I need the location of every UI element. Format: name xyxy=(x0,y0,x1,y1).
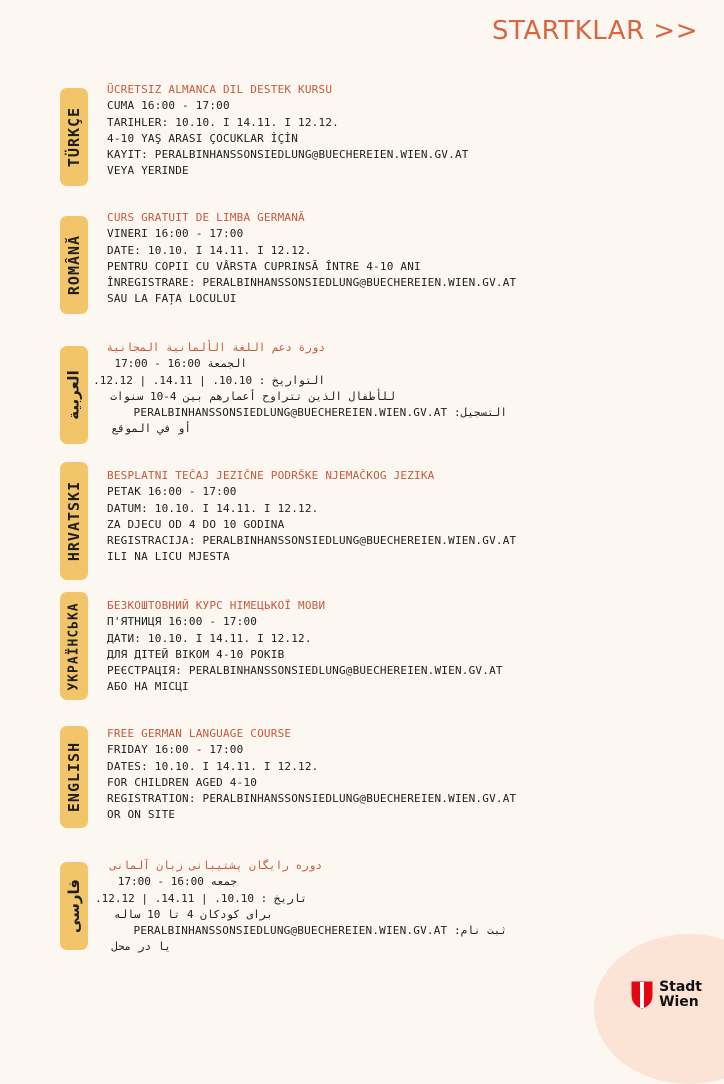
course-time: VINERI 16:00 - 17:00 xyxy=(107,227,244,241)
course-dates: ДАТИ: 10.10. I 14.11. I 12.12. xyxy=(107,631,312,645)
section-content xyxy=(107,598,547,696)
course-title: دورة دعم اللغة الألمانية المجانية xyxy=(106,341,325,354)
course-onsite: یا در محل xyxy=(111,940,171,954)
course-dates: DATUM: 10.10. I 14.11. I 12.12. xyxy=(107,501,319,515)
language-tab xyxy=(60,726,88,828)
language-tab xyxy=(60,862,88,950)
section-turkce xyxy=(0,82,724,192)
course-age: FOR CHILDREN AGED 4-10 xyxy=(107,775,258,789)
course-time: FRIDAY 16:00 - 17:00 xyxy=(107,743,244,757)
course-registration: ثبت نام: PERALBINHANSSONSIEDLUNG@BUECHEREIEN.WIEN.GV.AT xyxy=(133,924,507,938)
section-content xyxy=(93,340,507,438)
language-label: ROMÂNĂ xyxy=(65,234,83,296)
course-registration: KAYIT: PERALBINHANSSONSIEDLUNG@BUECHEREIEN.WIEN.GV.AT xyxy=(107,148,469,162)
course-title: БЕЗКОШТОВНИЙ КУРС НІМЕЦЬКОЇ МОВИ xyxy=(107,599,326,612)
language-label: УКРАЇНСЬКА xyxy=(66,601,82,691)
page-title: STARTKLAR >> xyxy=(491,16,698,46)
course-age: للأطفال الذين تتراوح أعمارهم بين 4-10 سنوات xyxy=(110,389,395,403)
section-romana xyxy=(0,210,724,320)
course-age: ДЛЯ ДІТЕЙ ВІКОМ 4-10 РОКІВ xyxy=(107,647,285,661)
course-registration: РЕЄСТРАЦІЯ: PERALBINHANSSONSIEDLUNG@BUECHEREIEN.WIEN.GV.AT xyxy=(107,664,503,678)
course-time: الجمعة 16:00 - 17:00 xyxy=(114,357,247,371)
logo-text xyxy=(659,980,702,1010)
course-title: CURS GRATUIT DE LIMBA GERMANĂ xyxy=(107,211,305,224)
course-registration: REGISTRACIJA: PERALBINHANSSONSIEDLUNG@BUECHEREIEN.WIEN.GV.AT xyxy=(107,534,517,548)
section-ukrainian xyxy=(0,598,724,708)
section-content xyxy=(95,858,507,956)
course-title: دوره رایگان پشتیبانی زبان آلمانی xyxy=(110,859,322,872)
section-arabic xyxy=(0,340,724,450)
language-label: ENGLISH xyxy=(65,741,83,813)
course-registration: التسجيل: PERALBINHANSSONSIEDLUNG@BUECHEREIEN.WIEN.GV.AT xyxy=(133,406,507,420)
course-time: CUMA 16:00 - 17:00 xyxy=(107,99,230,113)
course-registration: REGISTRATION: PERALBINHANSSONSIEDLUNG@BUECHEREIEN.WIEN.GV.AT xyxy=(107,792,517,806)
language-label: HRVATSKI xyxy=(65,480,83,562)
section-content xyxy=(107,726,547,824)
logo-line-1: Stadt xyxy=(659,979,702,995)
course-age: 4-10 YAŞ ARASI ÇOCUKLAR İÇİN xyxy=(107,131,299,145)
language-tab xyxy=(60,216,88,314)
section-farsi xyxy=(0,858,724,968)
section-hrvatski xyxy=(0,468,724,578)
course-title: BESPLATNI TEČAJ JEZIČNE PODRŠKE NJEMAČKOG JEZIKA xyxy=(107,469,435,482)
course-registration: ÎNREGISTRARE: PERALBINHANSSONSIEDLUNG@BUECHEREIEN.WIEN.GV.AT xyxy=(107,276,517,290)
course-time: П'ЯТНИЦЯ 16:00 - 17:00 xyxy=(107,615,258,629)
course-dates: DATE: 10.10. I 14.11. I 12.12. xyxy=(107,243,312,257)
section-english xyxy=(0,726,724,836)
language-tab xyxy=(60,346,88,444)
course-time: PETAK 16:00 - 17:00 xyxy=(107,485,237,499)
course-dates: تاریخ : 10.10. | 14.11. | 12.12. xyxy=(95,891,307,905)
section-content xyxy=(107,82,547,180)
stadt-wien-logo xyxy=(631,980,702,1010)
course-dates: التواريخ : 10.10. | 14.11. | 12.12. xyxy=(93,373,325,387)
course-title: ÜCRETSIZ ALMANCA DIL DESTEK KURSU xyxy=(107,83,333,96)
course-time: جمعه 16:00 - 17:00 xyxy=(117,875,237,889)
course-onsite: АБО НА МІСЦІ xyxy=(107,680,189,694)
course-dates: DATES: 10.10. I 14.11. I 12.12. xyxy=(107,759,319,773)
logo-line-2: Wien xyxy=(659,994,699,1010)
language-tab xyxy=(60,88,88,186)
section-content xyxy=(107,210,547,308)
course-dates: TARIHLER: 10.10. I 14.11. I 12.12. xyxy=(107,115,339,129)
language-tab xyxy=(60,592,88,700)
course-onsite: ILI NA LICU MJESTA xyxy=(107,550,230,564)
language-label: العربية xyxy=(65,370,83,420)
course-age: برای کودکان 4 تا 10 ساله xyxy=(114,907,273,921)
section-content xyxy=(107,468,547,566)
course-onsite: أو في الموقع xyxy=(111,422,191,436)
course-age: ZA DJECU OD 4 DO 10 GODINA xyxy=(107,517,285,531)
course-onsite: OR ON SITE xyxy=(107,808,176,822)
course-age: PENTRU COPII CU VÂRSTA CUPRINSĂ ÎNTRE 4-10 ANI xyxy=(107,259,421,273)
course-onsite: SAU LA FAȚA LOCULUI xyxy=(107,292,237,306)
coat-of-arms-icon xyxy=(631,981,653,1009)
course-onsite: VEYA YERINDE xyxy=(107,164,189,178)
course-title: FREE GERMAN LANGUAGE COURSE xyxy=(107,727,292,740)
language-label: TÜRKÇE xyxy=(65,106,83,168)
language-tab xyxy=(60,462,88,580)
language-label: فارسی xyxy=(65,878,83,934)
